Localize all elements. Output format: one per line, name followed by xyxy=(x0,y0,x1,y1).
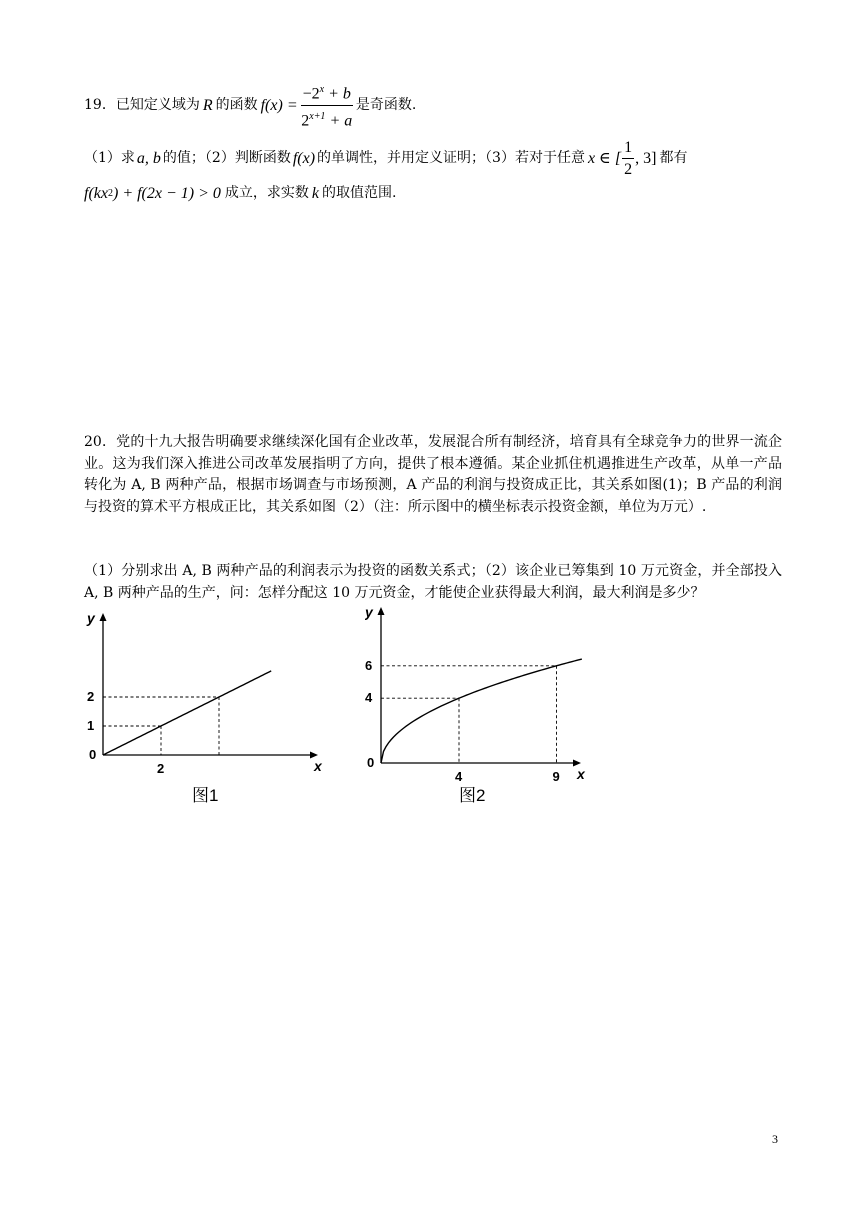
x-axis-label: x xyxy=(314,758,322,774)
y-tick-label: 6 xyxy=(365,657,373,673)
figure-1-caption: 图1 xyxy=(192,786,219,805)
y-axis-arrow xyxy=(378,607,385,615)
y-axis-label: y xyxy=(365,605,373,620)
y-tick-label: 2 xyxy=(87,689,95,704)
figure-1-plot xyxy=(86,610,323,776)
origin-label: 0 xyxy=(367,755,375,770)
figure-1 xyxy=(80,605,330,805)
y-axis-label: y xyxy=(87,610,95,626)
y-axis-arrow xyxy=(100,613,107,621)
q20-paragraph: 20．党的十九大报告明确要求继续深化国有企业改革，发展混合所有制经济，培育具有全球竞争力的世界一流企业。这为我们深入推进公司改革发展指明了方向，提供了根本遵循。某企业抓住机遇推进生产改革，从单一产品转化为 A, B 两种产品，根据市场调查与市场预测，A 产品的利润与投资成正比，其关系如图(1)；B 产品的利润与投资的算术平方根成正比，其关系如图（2）（注：所示图中的横坐标表示投资金额，单位为万元）. xyxy=(84,434,782,515)
q19-line3: f(kx 2 ) + f(2x − 1) > 0 成立，求实数 k 的取值范围. xyxy=(84,184,397,202)
q19-line2: （1）求 a, b 的值；（2）判断函数 f(x) 的单调性，并用定义证明；（3）若对于任意 x ∈ [ $\frac{1}{2}$ , 3] 都有 xyxy=(84,138,688,178)
figure-2-caption: 图2 xyxy=(459,786,486,805)
q20-subquestions: （1）分别求出 A, B 两种产品的利润表示为投资的函数关系式；（2）该企业已筹集到 10 万元资金，并全部投入 A, B 两种产品的生产，问：怎样分配这 10 万元资金，才能使企业获得最大利润，最大利润是多少？ xyxy=(84,563,782,601)
origin-label: 0 xyxy=(89,747,97,762)
q19-suffix: 是奇函数. xyxy=(355,96,417,113)
q19-domain-R: R xyxy=(202,96,213,114)
figure-2 xyxy=(365,605,605,805)
q19-half: $\frac{1}{2}$ xyxy=(624,138,633,178)
q19-fraction: $\frac{-2^x + b}{2^{x+1} + a}$ xyxy=(301,79,353,131)
page-number: 3 xyxy=(772,1132,778,1146)
q19-mid: 的函数 xyxy=(215,96,258,113)
q19-line1 xyxy=(84,83,416,127)
figure-2-plot xyxy=(365,605,586,784)
x-tick-label: 4 xyxy=(455,769,463,784)
q19-prefix: 19．已知定义域为 xyxy=(84,96,200,113)
series-line xyxy=(381,659,582,763)
x-tick-label: 2 xyxy=(157,761,165,776)
y-tick-label: 4 xyxy=(365,690,373,706)
x-axis-label: x xyxy=(577,766,585,782)
series-line xyxy=(103,671,271,755)
y-tick-label: 1 xyxy=(87,718,95,733)
q19-fx: f(x) = xyxy=(260,96,298,114)
x-tick-label: 9 xyxy=(552,769,560,784)
